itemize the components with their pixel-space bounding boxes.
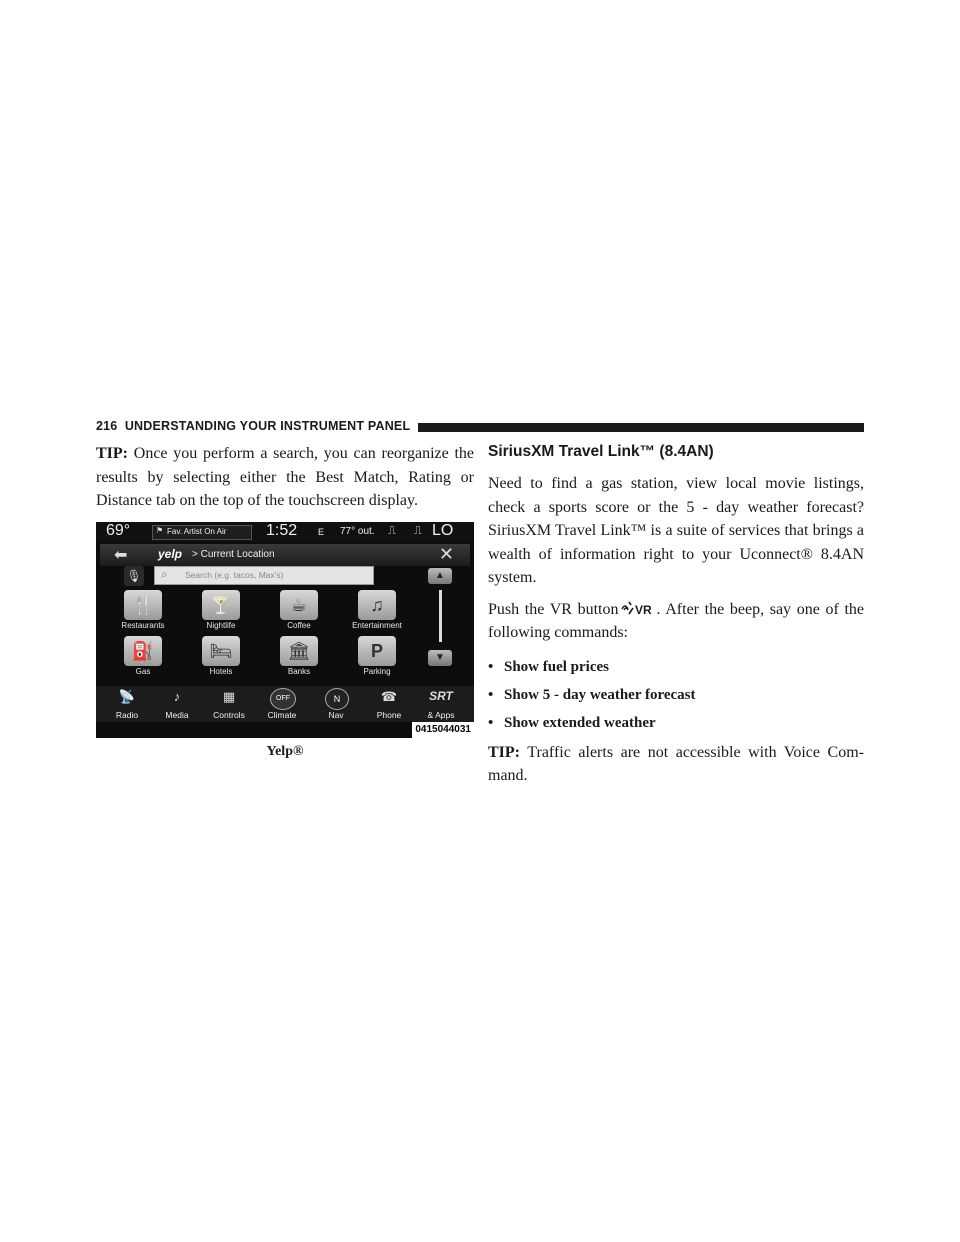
- command-list: [488, 653, 864, 737]
- location-bar: [100, 544, 470, 566]
- scroll-track[interactable]: [439, 590, 442, 642]
- climate-off-icon[interactable]: OFF: [270, 688, 296, 710]
- inside-temp: 69°: [106, 522, 131, 539]
- gas-icon[interactable]: ⛽: [124, 636, 162, 666]
- nav-compass-icon[interactable]: N: [325, 688, 349, 710]
- hotels-icon[interactable]: 🛏: [202, 636, 240, 666]
- bottom-nav: [96, 686, 474, 722]
- intro-paragraph: Need to find a gas station, view local movie listings, check a sports score or the 5 - day weather forecast? SiriusXM Travel Link™ is a suite of services that brings a wealth of information right to your Uconnect® 8.4AN system.: [488, 475, 864, 586]
- nav-climate[interactable]: Climate: [267, 710, 297, 720]
- search-input[interactable]: [154, 566, 374, 585]
- tile-label-gas: Gas: [135, 667, 151, 676]
- tile-label-parking: Parking: [363, 667, 391, 676]
- list-item: • Show extended weather: [488, 714, 656, 731]
- status-bar: [96, 522, 474, 542]
- nav-nav[interactable]: Nav: [328, 710, 344, 720]
- left-column: [96, 442, 474, 513]
- tip-label: TIP:: [96, 445, 128, 462]
- srt-logo: SRT: [429, 689, 453, 703]
- yelp-logo: yelp: [158, 547, 183, 561]
- nav-apps[interactable]: & Apps: [427, 710, 455, 720]
- back-arrow-icon[interactable]: ⬅: [114, 547, 128, 564]
- voice-recognition-icon: [619, 599, 655, 617]
- phone-icon[interactable]: ☎: [380, 689, 398, 704]
- seat-icon: ⎍: [414, 525, 422, 537]
- image-id: 0415044031: [412, 722, 474, 738]
- yelp-screenshot: [96, 522, 474, 738]
- nav-phone[interactable]: Phone: [376, 710, 402, 720]
- banks-icon[interactable]: 🏛: [280, 636, 318, 666]
- clock: 1:52: [266, 522, 298, 539]
- list-item: • Show fuel prices: [488, 658, 609, 675]
- nav-controls[interactable]: Controls: [213, 710, 245, 720]
- nightlife-icon[interactable]: 🍸: [202, 590, 240, 620]
- compass: E: [318, 527, 325, 537]
- header-rule: [418, 423, 864, 432]
- parking-icon[interactable]: P: [358, 636, 396, 666]
- search-placeholder: Search (e.g. tacos, Max's): [185, 570, 284, 580]
- svg-text:VR: VR: [635, 602, 653, 617]
- media-icon[interactable]: ♪: [173, 689, 181, 704]
- tile-label-banks: Banks: [287, 667, 311, 676]
- scroll-down-button[interactable]: ▼: [428, 650, 452, 666]
- nav-media[interactable]: Media: [165, 710, 189, 720]
- coffee-icon[interactable]: ☕: [280, 590, 318, 620]
- page-number: 216: [96, 419, 118, 433]
- fav-artist-text: Fav. Artist On Air: [167, 527, 227, 536]
- header-text: [96, 419, 410, 433]
- tip-text: Once you perform a search, you can reorganize the results by selecting either the Best Match, Rating or Distance tab on the top of the touchscreen display.: [96, 445, 475, 509]
- tile-label-hotels: Hotels: [209, 667, 233, 676]
- command-text: Show 5 - day weather forecast: [504, 686, 696, 703]
- tip-paragraph-2: [488, 741, 864, 788]
- fan-level: LO: [432, 522, 454, 539]
- radio-icon[interactable]: 📡: [118, 689, 136, 704]
- tile-label-nightlife: Nightlife: [206, 621, 236, 630]
- tip-label-2: TIP:: [488, 743, 520, 761]
- entertainment-icon[interactable]: ♫: [358, 590, 396, 620]
- right-column: [488, 442, 864, 796]
- tile-label-restaurants: Restaurants: [121, 621, 165, 630]
- tile-label-entertainment: Entertainment: [352, 621, 402, 630]
- fav-artist-box: [152, 525, 252, 540]
- flag-icon: ⚑: [156, 526, 164, 535]
- command-text: Show fuel prices: [504, 658, 609, 675]
- nav-radio[interactable]: Radio: [115, 710, 139, 720]
- tip-text-2: Traffic alerts are not accessible with Voice Com- mand.: [488, 743, 864, 784]
- search-icon: ⌕: [161, 567, 168, 581]
- restaurants-icon[interactable]: 🍴: [124, 590, 162, 620]
- list-item: • Show 5 - day weather forecast: [488, 686, 696, 703]
- push-pre: Push the VR button: [488, 600, 619, 618]
- section-heading: SiriusXM Travel Link™ (8.4AN): [488, 443, 714, 460]
- figure-caption: Yelp®: [266, 744, 304, 759]
- close-icon[interactable]: ✕: [438, 544, 454, 564]
- controls-icon[interactable]: ▦: [222, 689, 236, 704]
- command-text: Show extended weather: [504, 714, 656, 731]
- tip-paragraph: [96, 442, 474, 513]
- outside-temp: 77° out.: [340, 526, 375, 537]
- current-location: > Current Location: [192, 549, 275, 560]
- push-paragraph: [488, 598, 864, 645]
- seat-heat-icon: ⎍: [388, 525, 396, 537]
- tile-label-coffee: Coffee: [287, 621, 311, 630]
- microphone-icon[interactable]: 🎙: [124, 566, 144, 586]
- push-post: . After the beep, say one of the following commands:: [488, 600, 864, 641]
- page-header: [96, 420, 864, 434]
- section-title: UNDERSTANDING YOUR INSTRUMENT PANEL: [124, 419, 411, 433]
- scroll-up-button[interactable]: ▲: [428, 568, 452, 584]
